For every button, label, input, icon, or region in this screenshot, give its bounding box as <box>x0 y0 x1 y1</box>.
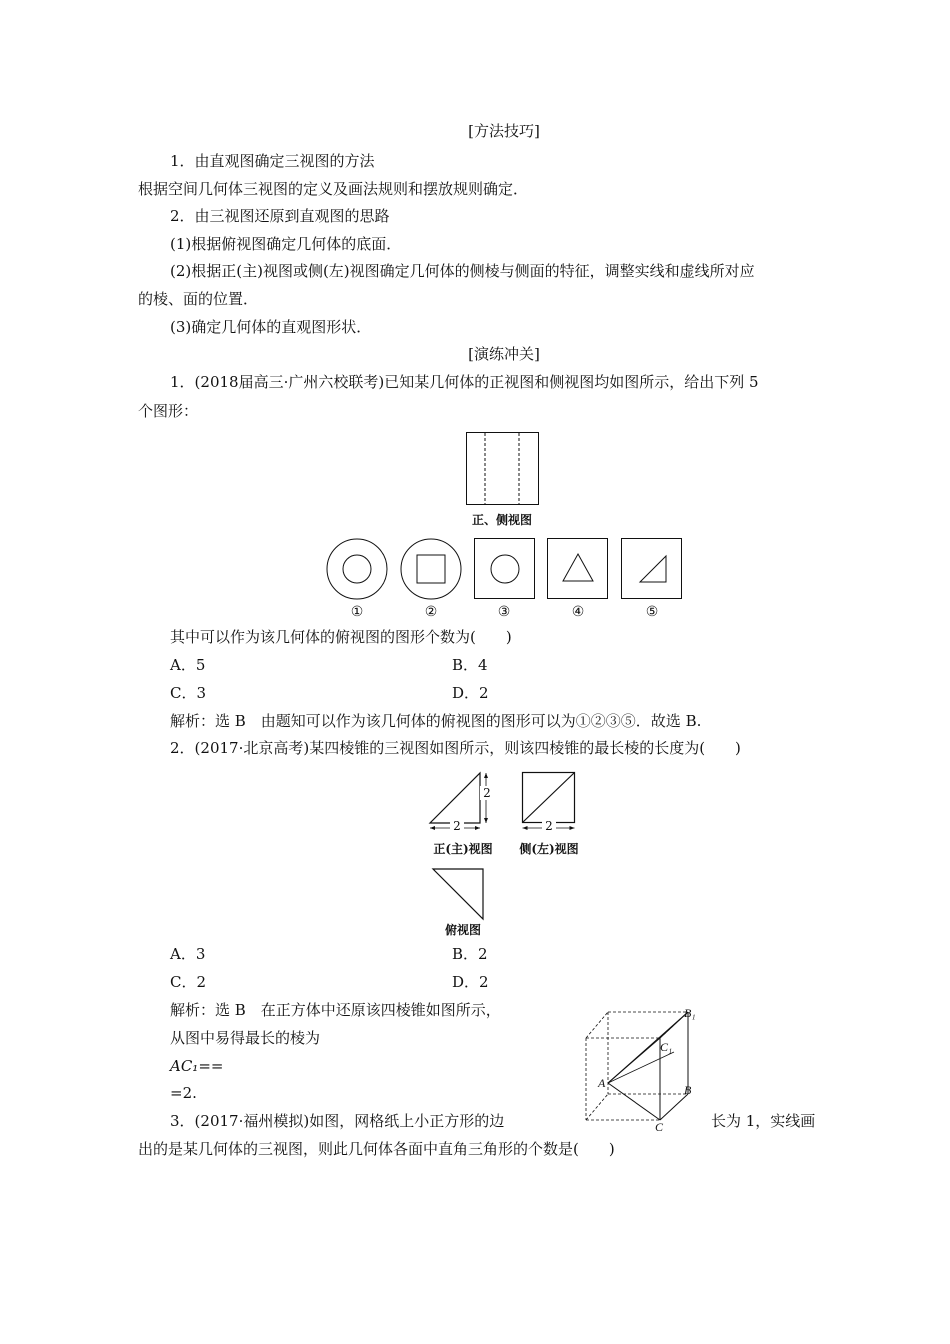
q1-option-a: A．5 <box>170 656 206 674</box>
q1-shape-label-3: ③ <box>497 604 511 620</box>
cube-label-b: B <box>684 1083 692 1097</box>
q2-option-a: A．3 <box>170 945 206 963</box>
q1-answer: 解析：选 B 由题知可以作为该几何体的俯视图的图形可以为①②③⑤．故选 B. <box>170 712 702 730</box>
q1-shape-2 <box>400 538 464 602</box>
practice-heading: [演练冲关] <box>468 345 540 363</box>
item2-title: 2．由三视图还原到直观图的思路 <box>170 207 390 225</box>
q1-shape-label-5: ⑤ <box>645 604 659 620</box>
item1-title: 1．由直观图确定三视图的方法 <box>170 152 375 170</box>
q2-answer-line2: 从图中易得最长的棱为 <box>170 1029 321 1047</box>
q1-option-c: C．3 <box>170 684 207 702</box>
q1-question: 其中可以作为该几何体的俯视图的图形个数为( ) <box>170 628 512 646</box>
method-heading: [方法技巧] <box>468 122 540 140</box>
q3-stem-line2: 出的是某几何体的三视图，则此几何体各面中直角三角形的个数是( ) <box>138 1140 615 1158</box>
q2-top-caption: 俯视图 <box>444 923 481 937</box>
q1-shape-5 <box>621 538 685 602</box>
q2-stem: 2．(2017·北京高考)某四棱锥的三视图如图所示，则该四棱锥的最长棱的长度为( ) <box>170 739 741 757</box>
q1-figure-caption: 正、侧视图 <box>471 513 532 527</box>
step2-text-line1: (2)根据正(主)视图或侧(左)视图确定几何体的侧棱与侧面的特征，调整实线和虚线所对应 <box>170 262 755 280</box>
q2-option-b: B．2 <box>452 945 488 963</box>
cube-label-b1: B₁ <box>684 1006 696 1020</box>
q2-answer-line3: AC₁== <box>170 1057 224 1075</box>
q2-top-view-figure <box>432 868 488 924</box>
q3-stem-line1-part2: 长为 1，实线画 <box>711 1112 816 1130</box>
q1-stem-line2: 个图形： <box>138 402 199 420</box>
q2-option-c: C．2 <box>170 973 207 991</box>
q2-front-caption: 正(主)视图 <box>433 842 493 856</box>
q2-side-width-label: 2 <box>542 819 556 833</box>
step3-text: (3)确定几何体的直观图形状． <box>170 318 372 336</box>
q1-option-b: B．4 <box>452 656 488 674</box>
cube-label-c: C <box>655 1120 664 1134</box>
q1-front-side-view-figure <box>466 432 542 506</box>
q1-stem-line1: 1．(2018届高三·广州六校联考)已知某几何体的正视图和侧视图均如图所示，给出下列 5 <box>170 373 759 391</box>
step1-text: (1)根据俯视图确定几何体的底面． <box>170 235 402 253</box>
step2-text-line2: 的棱、面的位置． <box>138 290 259 308</box>
q1-shape-label-2: ② <box>424 604 438 620</box>
cube-label-c1: C₁ <box>660 1040 673 1054</box>
cube-label-a: A <box>598 1076 606 1090</box>
q2-answer-line4: =2. <box>170 1084 197 1102</box>
q2-answer-line1: 解析：选 B 在正方体中还原该四棱锥如图所示， <box>170 1001 501 1019</box>
q1-shape-label-1: ① <box>350 604 364 620</box>
q1-shape-4 <box>547 538 611 602</box>
q1-option-d: D．2 <box>452 684 489 702</box>
q2-front-width-label: 2 <box>450 819 464 833</box>
q3-stem-line1-part1: 3．(2017·福州模拟)如图，网格纸上小正方形的边 <box>170 1112 505 1130</box>
item1-text: 根据空间几何体三视图的定义及画法规则和摆放规则确定． <box>138 180 529 198</box>
q2-option-d: D．2 <box>452 973 489 991</box>
q2-side-caption: 侧(左)视图 <box>519 842 579 856</box>
q2-front-height-label: 2 <box>480 786 494 800</box>
q1-shape-1 <box>326 538 390 602</box>
q1-shape-3 <box>474 538 538 602</box>
q1-shape-label-4: ④ <box>571 604 585 620</box>
